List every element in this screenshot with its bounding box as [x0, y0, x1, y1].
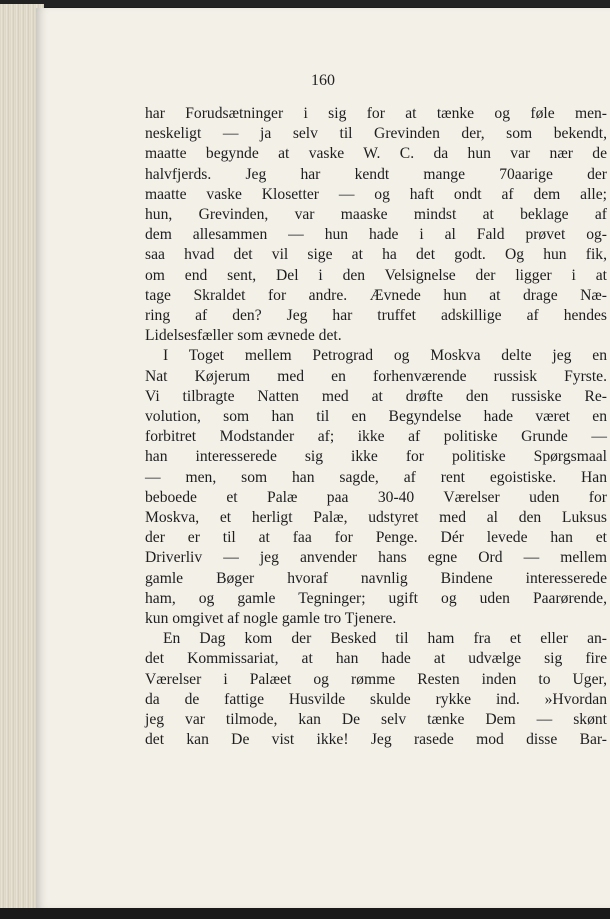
- text-line: halvfjerds. Jeg har kendt mange 70aarige der: [145, 165, 607, 183]
- text-line: han interesserede sig ikke for politiske Spørgsmaal: [145, 448, 607, 466]
- text-line: neskeligt — ja selv til Grevinden der, som bekendt,: [145, 125, 607, 143]
- text-line: om end sent, Del i den Velsignelse der ligger i at: [145, 266, 607, 284]
- text-line: dem allesammen — hun hade i al Fald prøvet og-: [145, 226, 607, 244]
- text-line: Lidelsesfæller som ævnede det.: [145, 327, 342, 345]
- text-line: ring af den? Jeg har truffet adskillige af hendes: [145, 307, 607, 325]
- text-line: I Toget mellem Petrograd og Moskva delte jeg en: [163, 347, 607, 365]
- text-line: da de fattige Husvilde skulde rykke ind. »Hvordan: [145, 690, 607, 708]
- text-line: maatte begynde at vaske W. C. da hun var nær de: [145, 145, 607, 163]
- text-line: gamle Bøger hvoraf navnlig Bindene interesserede: [145, 569, 607, 587]
- text-line: volution, som han til en Begyndelse hade været en: [145, 408, 607, 426]
- page-number: 160: [311, 72, 335, 89]
- text-line: beboede et Palæ paa 30-40 Værelser uden for: [145, 488, 607, 506]
- body-text: [145, 104, 607, 751]
- text-line: kun omgivet af nogle gamle tro Tjenere.: [145, 610, 397, 628]
- text-line: Vi tilbragte Natten med at drøfte den russiske Re-: [145, 387, 607, 405]
- text-line: har Forudsætninger i sig for at tænke og føle men-: [145, 105, 607, 122]
- text-line: ham, og gamle Tegninger; ugift og uden Paarørende,: [145, 589, 607, 607]
- text-line: Moskva, et herligt Palæ, udstyret med al den Luksus: [145, 509, 607, 527]
- text-line: der er til at faa for Penge. Dér levede han et: [145, 529, 607, 547]
- text-line: hun, Grevinden, var maaske mindst at beklage af: [145, 206, 607, 224]
- text-line: det Kommissariat, at han hade at udvælge sig fire: [145, 650, 607, 668]
- text-line: Driverliv — jeg anvender hans egne Ord — mellem: [145, 549, 607, 567]
- text-line: Værelser i Palæet og rømme Resten inden to Uger,: [145, 670, 607, 688]
- text-line: det kan De vist ikke! Jeg rasede mod disse Bar-: [145, 731, 607, 749]
- scan-bottom-border: [0, 908, 610, 919]
- text-line: jeg var tilmode, kan De selv tænke Dem — skønt: [145, 711, 607, 729]
- text-line: Nat Køjerum med en forhenværende russisk Fyrste.: [145, 367, 607, 385]
- text-line: — men, som han sagde, af rent egoistiske. Han: [145, 468, 607, 486]
- text-line: En Dag kom der Besked til ham fra et eller an-: [163, 630, 607, 648]
- scan-top-border: [0, 0, 610, 7]
- text-line: maatte vaske Klosetter — og haft ondt af dem alle;: [145, 185, 607, 203]
- text-line: forbitret Modstander af; ikke af politiske Grunde —: [145, 428, 607, 446]
- text-line: tage Skraldet for andre. Ævnede hun at drage Næ-: [145, 286, 607, 304]
- text-line: saa hvad det vil sige at ha det godt. Og hun fik,: [145, 246, 607, 264]
- book-page: [36, 8, 610, 908]
